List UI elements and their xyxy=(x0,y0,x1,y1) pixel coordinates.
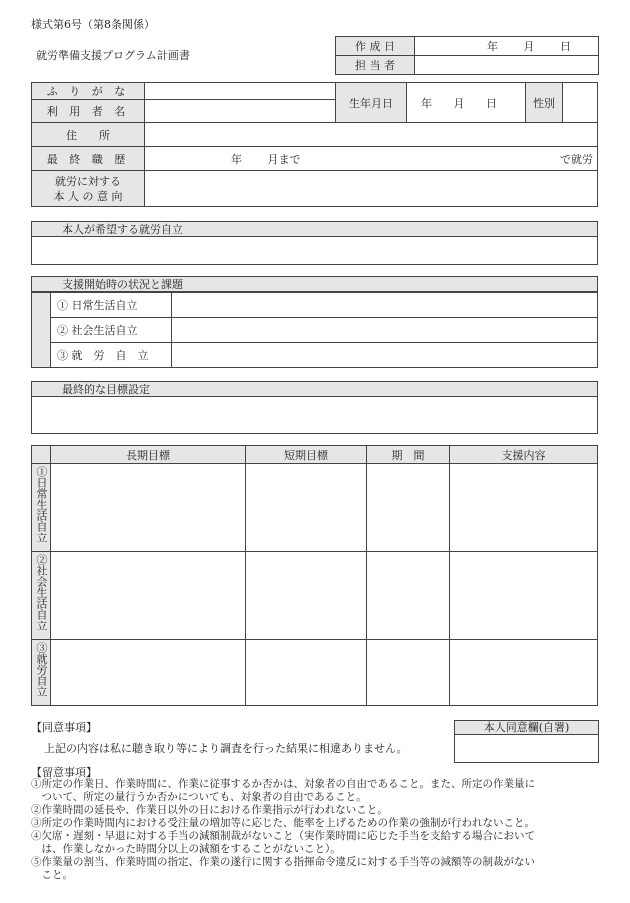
plan-cell-3-support[interactable] xyxy=(450,640,598,706)
note-item: ④欠席・遅刻・早退に対する手当の減額制裁がないこと（実作業時間に応じた手当を支給する場合において xyxy=(31,830,535,842)
initial-status-label-3: ③ 就 労 自 立 xyxy=(51,343,172,368)
plan-cell-2-short[interactable] xyxy=(246,552,367,640)
plan-row-label-1: ①日常生活自立 xyxy=(32,464,51,552)
plan-header-period: 期 間 xyxy=(367,446,450,464)
initial-status-field-3[interactable] xyxy=(172,343,598,368)
plan-cell-1-support[interactable] xyxy=(450,464,598,552)
plan-cell-2-period[interactable] xyxy=(367,552,450,640)
gender-field[interactable] xyxy=(563,83,598,123)
note-item: こと。 xyxy=(31,869,73,881)
gender-label: 性別 xyxy=(526,83,563,123)
initial-status-field-2[interactable] xyxy=(172,318,598,343)
plan-cell-2-long[interactable] xyxy=(51,552,246,640)
birth-date-field[interactable]: 年 月 日 xyxy=(407,83,526,123)
last-job-field[interactable]: 年 月まで で就労 xyxy=(145,147,598,171)
note-item: ⑤作業量の割当、作業時間の指定、作業の遂行に関する指揮命令違反に対する手当等の減額等の制裁がない xyxy=(31,856,535,868)
desired-independence-field[interactable] xyxy=(31,237,598,265)
created-date-field[interactable]: 年 月 日 xyxy=(415,37,599,56)
name-field[interactable] xyxy=(145,100,336,123)
page-title: 就労準備支援プログラム計画書 xyxy=(36,49,190,62)
last-job-label: 最 終 職 歴 xyxy=(32,147,145,171)
header-table xyxy=(335,36,599,75)
intention-label: 就労に対する 本 人 の 意 向 xyxy=(32,171,145,207)
created-label: 作 成 日 xyxy=(336,37,415,56)
initial-status-label-2: ② 社会生活自立 xyxy=(51,318,172,343)
staff-label: 担 当 者 xyxy=(336,56,415,75)
intention-field[interactable] xyxy=(145,171,598,207)
consent-box-label: 本人同意欄(自署) xyxy=(454,720,599,735)
name-label: 利 用 者 名 xyxy=(32,100,145,123)
section-final-goal: 最終的な目標設定 xyxy=(31,381,598,397)
plan-cell-1-period[interactable] xyxy=(367,464,450,552)
furigana-label: ふ り が な xyxy=(32,83,145,100)
final-goal-field[interactable] xyxy=(31,397,598,434)
notes-list xyxy=(31,778,606,882)
plan-row-label-2: ②社会生活自立 xyxy=(32,552,51,640)
plan-header-corner xyxy=(32,446,51,464)
plan-cell-3-period[interactable] xyxy=(367,640,450,706)
consent-text: 上記の内容は私に聴き取り等により調査を行った結果に相違ありません。 xyxy=(44,742,408,755)
initial-status-table xyxy=(31,292,598,368)
address-field[interactable] xyxy=(145,123,598,147)
plan-cell-1-short[interactable] xyxy=(246,464,367,552)
form-number: 様式第6号（第8条関係） xyxy=(31,18,155,31)
note-item: ③所定の作業時間内における受注量の増加等に応じた、能率を上げるための作業の強制が行われないこと。 xyxy=(31,817,535,829)
section-desired-independence: 本人が希望する就労自立 xyxy=(31,221,598,237)
note-item: ついて、所定の量行うか否かについても、対象者の自由であること。 xyxy=(31,791,367,803)
staff-field[interactable] xyxy=(415,56,599,75)
note-item: ②作業時間の延長や、作業日以外の日における作業指示が行われないこと。 xyxy=(31,804,388,816)
plan-cell-1-long[interactable] xyxy=(51,464,246,552)
initial-status-margin xyxy=(32,293,51,368)
plan-header-long-term: 長期目標 xyxy=(51,446,246,464)
consent-signature-field[interactable] xyxy=(454,735,599,763)
note-item: は、作業しなかった時間分以上の減額をすることがないこと）。 xyxy=(31,843,341,855)
note-item: ①所定の作業日、作業時間に、作業に従事するか否かは、対象者の自由であること。また、所定の作業量に xyxy=(31,778,535,790)
address-label: 住 所 xyxy=(32,123,145,147)
furigana-field[interactable] xyxy=(145,83,336,100)
plan-table xyxy=(31,445,598,706)
profile-table xyxy=(31,82,598,207)
birth-label: 生年月日 xyxy=(336,83,407,123)
plan-cell-2-support[interactable] xyxy=(450,552,598,640)
plan-row-label-3: ③就労自立 xyxy=(32,640,51,706)
section-initial-status: 支援開始時の状況と課題 xyxy=(31,276,598,292)
plan-cell-3-long[interactable] xyxy=(51,640,246,706)
plan-header-short-term: 短期目標 xyxy=(246,446,367,464)
consent-title: 【同意事項】 xyxy=(31,721,97,734)
notes-title: 【留意事項】 xyxy=(31,766,97,779)
plan-header-support: 支援内容 xyxy=(450,446,598,464)
plan-cell-3-short[interactable] xyxy=(246,640,367,706)
initial-status-field-1[interactable] xyxy=(172,293,598,318)
initial-status-label-1: ① 日常生活自立 xyxy=(51,293,172,318)
